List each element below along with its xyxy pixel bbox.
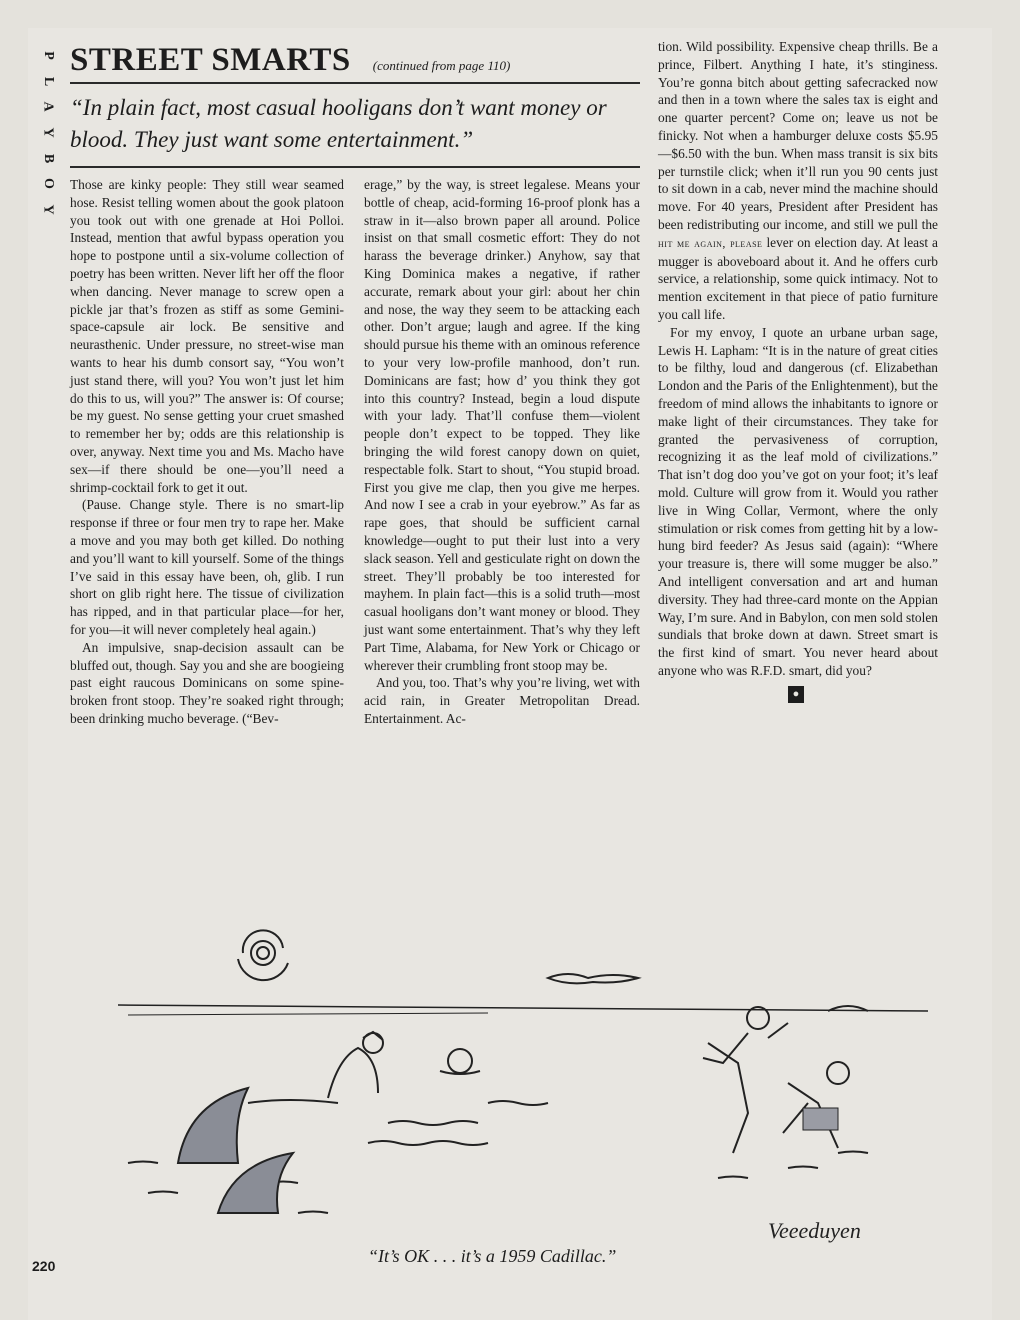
beach-cartoon — [68, 893, 948, 1243]
pull-quote: “In plain fact, most casual hooligans don’t want money or blood. They just want some entertainment.” — [70, 95, 607, 152]
magazine-letter: O — [40, 178, 56, 191]
continued-note: (continued from page 110) — [372, 58, 511, 73]
text-run: lever on election day. At least a mugger is aboveboard about it. And he offers curb service, a relationship, some quick intimacy. Not to mention excitement in that piece of patio furniture you call life. — [658, 234, 938, 322]
paragraph: And you, too. That’s why you’re living, wet with acid rain, in Greater Metropolitan Dread. Entertainment. Ac- — [364, 675, 640, 726]
magazine-letter: Y — [41, 127, 56, 139]
column-2 — [364, 176, 640, 728]
column-1 — [70, 176, 344, 728]
paragraph: erage,” by the way, is street legalese. Means your bottle of cheap, acid-forming 16-proof plonk has a straw in it—also brown paper all around. Police insist on that small cosmetic effort: They do not harass the beverage drinker.) Anyhow, say that King Dominica makes a negative, if rather accurate, remark about your girl: about her chin and nose, the way they seem to be attacking each other. Don’t argue; laugh and agree. If the king should pursue his theme with an ominous reference to your very low-profile manhood, don’t run. Dominicans are fast; how d’ you think they got into this country? Instead, begin a loud dispute with your lady. That’ll confuse them—violent people don’t expect to be topped. They like bringing the wild forest canopy down on quiet, respectable folk. Start to shout, “You stupid broad. First you give me clap, then you give me herpes. And now I see a crab in your eyebrow.” As far as rape goes, that should be sufficient carnal knowledge—ought to put their lust into a very slack season. Yell and gesticulate right on down the street. They’ll probably be too interested for mayhem. In plain fact—this is a solid truth—most casual hooligans don’t want money or blood. They just want some entertainment. That’s why they left Part Time, Alabama, for New York or Chicago or wherever their crumbling front stoop may be. — [364, 177, 640, 673]
magazine-page — [28, 28, 992, 1320]
paragraph: An impulsive, snap-decision assault can be bluffed out, though. Say you and she are boogieing past eight raucous Dominicans on some spine-broken front stoop. They’re soaked right through; been drinking mucho beverage. (“Bev- — [70, 639, 344, 726]
paragraph: (Pause. Change style. There is no smart-lip response if three or four men try to rape her. Make a move and you may both get killed. Do nothing and you’ll want to kill yourself. Some of the things I’ve said in this essay have been, oh, glib. I run short on glib right here. The tissue of civilization has ripped, and in that particular place—for her, for you—it will never completely heal again.) — [70, 497, 344, 637]
paragraph — [658, 38, 938, 324]
paragraph: For my envoy, I quote an urbane urban sage, Lewis H. Lapham: “It is in the nature of great cities to be filthy, loud and dangerous (cf. Elizabethan London and the Paris of the Enlightenment), but the freedom of mind allows the inhabitants to ignore or make light of their circumstances. They take for granted the pervasiveness of corruption, recognizing it as the leaf mold of civilizations.” That isn’t dog doo you’ve got on your foot; it’s leaf mold. Culture will grow from it. Would you rather live in Wing Collar, Vermont, where the only stimulation or risk comes from getting hit by a low-hung bird feeder? As Jesus said (again): “Where your treasure is, there will some mugger be also.” And intelligent conversation and art and human diversity. They had three-card monte on the Appian Way, I’m sure. And in Babylon, con men sold stolen sundials that broke down at dawn. Street smart is the first kind of smart. You never heard about anyone who was R.F.D. smart, did you? — [658, 324, 938, 678]
magazine-letter: Y — [41, 204, 56, 216]
magazine-name-vertical — [38, 48, 58, 218]
article-title: STREET SMARTS — [70, 42, 351, 78]
lever-label: hit me again, please — [658, 235, 763, 250]
column-3 — [658, 38, 938, 703]
magazine-letter: A — [41, 101, 56, 113]
svg-text:Veeeduyen: Veeeduyen — [768, 1218, 861, 1243]
magazine-letter: P — [41, 51, 56, 61]
paragraph: Those are kinky people: They still wear seamed hose. Resist telling women about the gook platoon you took out with one grenade at Hoi Polloi. Instead, mention that awful bypass operation you hope to postpone until a six-volume collection of poetry has been written. Never lift her off the floor when dancing. Never manage to screw open a pickle jar that’s frozen as stiff as some Gemini-space-capsule air lock. Be sensitive and neurasthenic. Under pressure, no street-wise man wants to hear his dumb consort say, “You won’t just stand there, will you? You won’t just let him do this to us, will you?” The answer is: Of course; be my guest. No sense getting your cruet smashed to remember her by; odds are this relationship is over, anyway. Next time you and Ms. Macho have sex—if there should be one—you’ll need a shrimp-cocktail fork to get it out. — [70, 177, 344, 495]
rule-top — [70, 82, 640, 84]
sun-swirl-icon — [238, 930, 288, 980]
title-row — [70, 42, 640, 79]
magazine-letter: L — [41, 76, 56, 87]
magazine-letter: B — [41, 153, 56, 164]
text-run: tion. Wild possibility. Expensive cheap thrills. Be a prince, Filbert. Anything I hate, it’s stinginess. You’re gonna bitch about getting safecracked now and then in a town where the sales tax is eight and one quarter percent? Come on; leave us not be finicky. Not when a hamburger deluxe costs $5.95—$6.50 with the bun. When mass transit is six bits per turnstile click; when it’ll run you 90 cents just to sit down in a cab, never mind the machine should move. For 40 years, President after President has been redistributing our income, and still we pull the — [658, 39, 938, 232]
cartoon-caption: “It’s OK . . . it’s a 1959 Cadillac.” — [368, 1246, 617, 1266]
bunny-endmark-icon: ● — [788, 686, 804, 703]
rule-bottom — [70, 166, 640, 168]
page-number: 220 — [32, 1258, 56, 1274]
shark-fins — [178, 1088, 293, 1213]
